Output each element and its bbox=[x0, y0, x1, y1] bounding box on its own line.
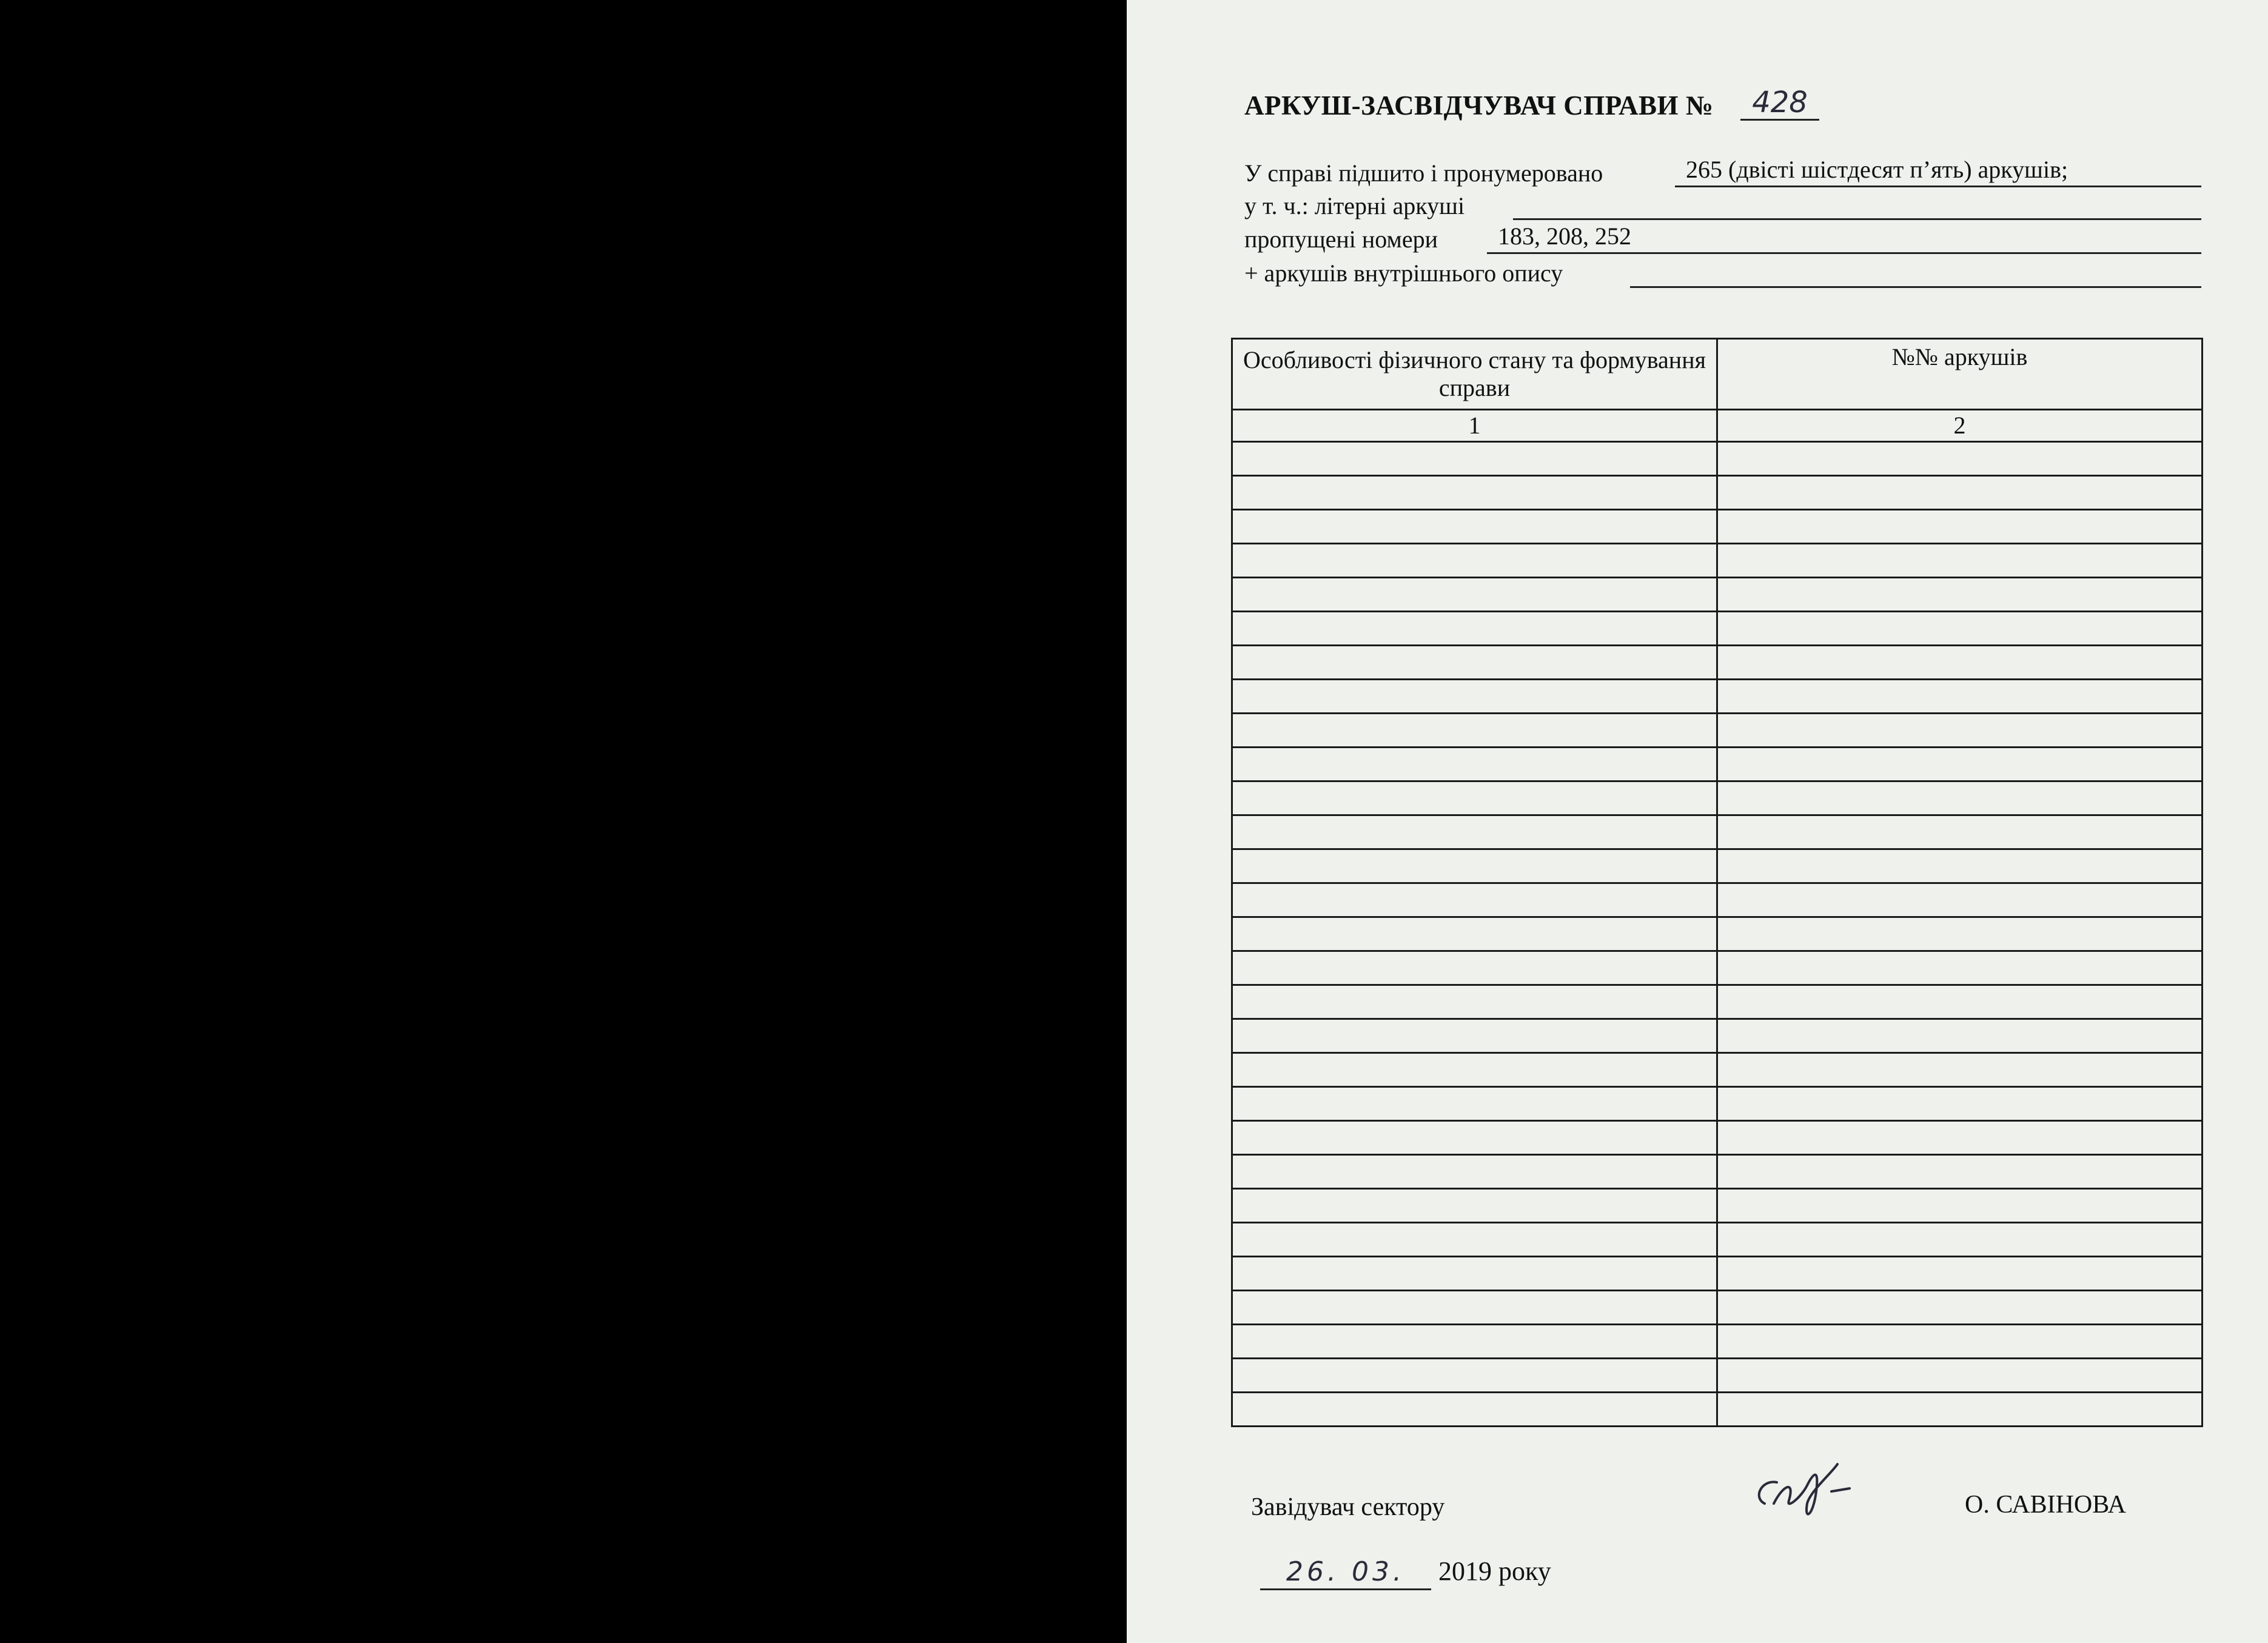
sheet-numbers-cell bbox=[1717, 476, 2203, 510]
features-cell bbox=[1232, 781, 1717, 815]
table-row bbox=[1232, 1087, 2203, 1121]
table-row bbox=[1232, 1189, 2203, 1223]
sheet-numbers-cell bbox=[1717, 1257, 2203, 1291]
sewn-value: 265 (двісті шістдесят п’ять) аркушів; bbox=[1675, 155, 2201, 187]
table-row bbox=[1232, 1155, 2203, 1189]
table-row bbox=[1232, 917, 2203, 951]
features-cell bbox=[1232, 1121, 1717, 1155]
handwritten-signature bbox=[1746, 1455, 1868, 1528]
table-row bbox=[1232, 1223, 2203, 1257]
sheet-numbers-cell bbox=[1717, 815, 2203, 849]
table-row bbox=[1232, 1257, 2203, 1291]
table-row bbox=[1232, 1325, 2203, 1359]
features-cell bbox=[1232, 680, 1717, 714]
features-cell bbox=[1232, 578, 1717, 612]
table-row bbox=[1232, 714, 2203, 748]
features-cell bbox=[1232, 646, 1717, 680]
case-number-handwritten: 428 bbox=[1740, 89, 1819, 121]
features-cell bbox=[1232, 748, 1717, 781]
features-cell bbox=[1232, 815, 1717, 849]
table-row bbox=[1232, 815, 2203, 849]
table-row bbox=[1232, 544, 2203, 578]
column-number-2: 2 bbox=[1717, 410, 2203, 442]
sheet-numbers-cell bbox=[1717, 510, 2203, 544]
features-cell bbox=[1232, 1257, 1717, 1291]
features-cell bbox=[1232, 849, 1717, 883]
sheet-numbers-cell bbox=[1717, 883, 2203, 917]
date-year: 2019 року bbox=[1438, 1556, 1551, 1586]
sheet-numbers-cell bbox=[1717, 951, 2203, 985]
letter-sheets-value bbox=[1513, 188, 2201, 220]
table-row bbox=[1232, 1053, 2203, 1087]
sheet-numbers-cell bbox=[1717, 1087, 2203, 1121]
table-row bbox=[1232, 849, 2203, 883]
features-cell bbox=[1232, 883, 1717, 917]
position-label: Завідувач сектору bbox=[1251, 1493, 1445, 1521]
features-cell bbox=[1232, 1019, 1717, 1053]
sheet-numbers-cell bbox=[1717, 1359, 2203, 1393]
sheet-numbers-cell bbox=[1717, 1325, 2203, 1359]
sewn-label: У справі підшито і пронумеровано bbox=[1244, 159, 1603, 187]
features-cell bbox=[1232, 985, 1717, 1019]
features-cell bbox=[1232, 1087, 1717, 1121]
table-row bbox=[1232, 442, 2203, 476]
sheet-numbers-cell bbox=[1717, 985, 2203, 1019]
table-row bbox=[1232, 1291, 2203, 1325]
features-cell bbox=[1232, 951, 1717, 985]
table-row bbox=[1232, 1019, 2203, 1053]
table-row bbox=[1232, 476, 2203, 510]
features-cell bbox=[1232, 1393, 1717, 1427]
features-cell bbox=[1232, 510, 1717, 544]
sheet-numbers-cell bbox=[1717, 1189, 2203, 1223]
column-header-sheet-numbers: №№ аркушів bbox=[1717, 339, 2203, 410]
features-cell bbox=[1232, 714, 1717, 748]
features-cell bbox=[1232, 1291, 1717, 1325]
table-row bbox=[1232, 748, 2203, 781]
features-cell bbox=[1232, 917, 1717, 951]
table-row bbox=[1232, 612, 2203, 646]
sheet-numbers-cell bbox=[1717, 714, 2203, 748]
sheet-numbers-cell bbox=[1717, 1291, 2203, 1325]
features-cell bbox=[1232, 612, 1717, 646]
features-cell bbox=[1232, 1155, 1717, 1189]
missing-numbers-value: 183, 208, 252 bbox=[1487, 222, 2201, 254]
table-row bbox=[1232, 781, 2203, 815]
signatory-name: О. САВІНОВА bbox=[1965, 1491, 2126, 1519]
sheet-numbers-cell bbox=[1717, 1223, 2203, 1257]
table-row bbox=[1232, 1393, 2203, 1427]
table-row bbox=[1232, 951, 2203, 985]
document-title: АРКУШ-ЗАСВІДЧУВАЧ СПРАВИ № bbox=[1244, 90, 1714, 121]
sheet-numbers-cell bbox=[1717, 1019, 2203, 1053]
sheet-numbers-cell bbox=[1717, 612, 2203, 646]
missing-numbers-label: пропущені номери bbox=[1244, 226, 1438, 253]
table-row bbox=[1232, 680, 2203, 714]
sheet-numbers-cell bbox=[1717, 1393, 2203, 1427]
sheet-numbers-cell bbox=[1717, 442, 2203, 476]
features-cell bbox=[1232, 476, 1717, 510]
table-row bbox=[1232, 578, 2203, 612]
features-cell bbox=[1232, 1053, 1717, 1087]
features-cell bbox=[1232, 1223, 1717, 1257]
inner-inventory-label: + аркушів внутрішнього опису bbox=[1244, 259, 1563, 287]
sheet-numbers-cell bbox=[1717, 917, 2203, 951]
column-header-features: Особливості фізичного стану та формування справи bbox=[1232, 339, 1717, 410]
table-row bbox=[1232, 1121, 2203, 1155]
table-row bbox=[1232, 883, 2203, 917]
sheet-numbers-cell bbox=[1717, 748, 2203, 781]
table-row bbox=[1232, 510, 2203, 544]
letter-sheets-label: у т. ч.: літерні аркуші bbox=[1244, 192, 1465, 219]
sheet-numbers-cell bbox=[1717, 1121, 2203, 1155]
sheet-numbers-cell bbox=[1717, 680, 2203, 714]
inner-inventory-value bbox=[1630, 256, 2201, 288]
sheet-numbers-cell bbox=[1717, 781, 2203, 815]
sheet-numbers-cell bbox=[1717, 1053, 2203, 1087]
table-row bbox=[1232, 985, 2203, 1019]
physical-state-table bbox=[1231, 338, 2203, 1427]
features-cell bbox=[1232, 1325, 1717, 1359]
column-number-1: 1 bbox=[1232, 410, 1717, 442]
features-cell bbox=[1232, 544, 1717, 578]
features-cell bbox=[1232, 1359, 1717, 1393]
features-cell bbox=[1232, 1189, 1717, 1223]
sheet-numbers-cell bbox=[1717, 544, 2203, 578]
sheet-numbers-cell bbox=[1717, 646, 2203, 680]
sheet-numbers-cell bbox=[1717, 849, 2203, 883]
sheet-numbers-cell bbox=[1717, 1155, 2203, 1189]
sheet-numbers-cell bbox=[1717, 578, 2203, 612]
handwritten-date: 26. 03. bbox=[1260, 1557, 1431, 1590]
features-cell bbox=[1232, 442, 1717, 476]
table-row bbox=[1232, 1359, 2203, 1393]
table-row bbox=[1232, 646, 2203, 680]
